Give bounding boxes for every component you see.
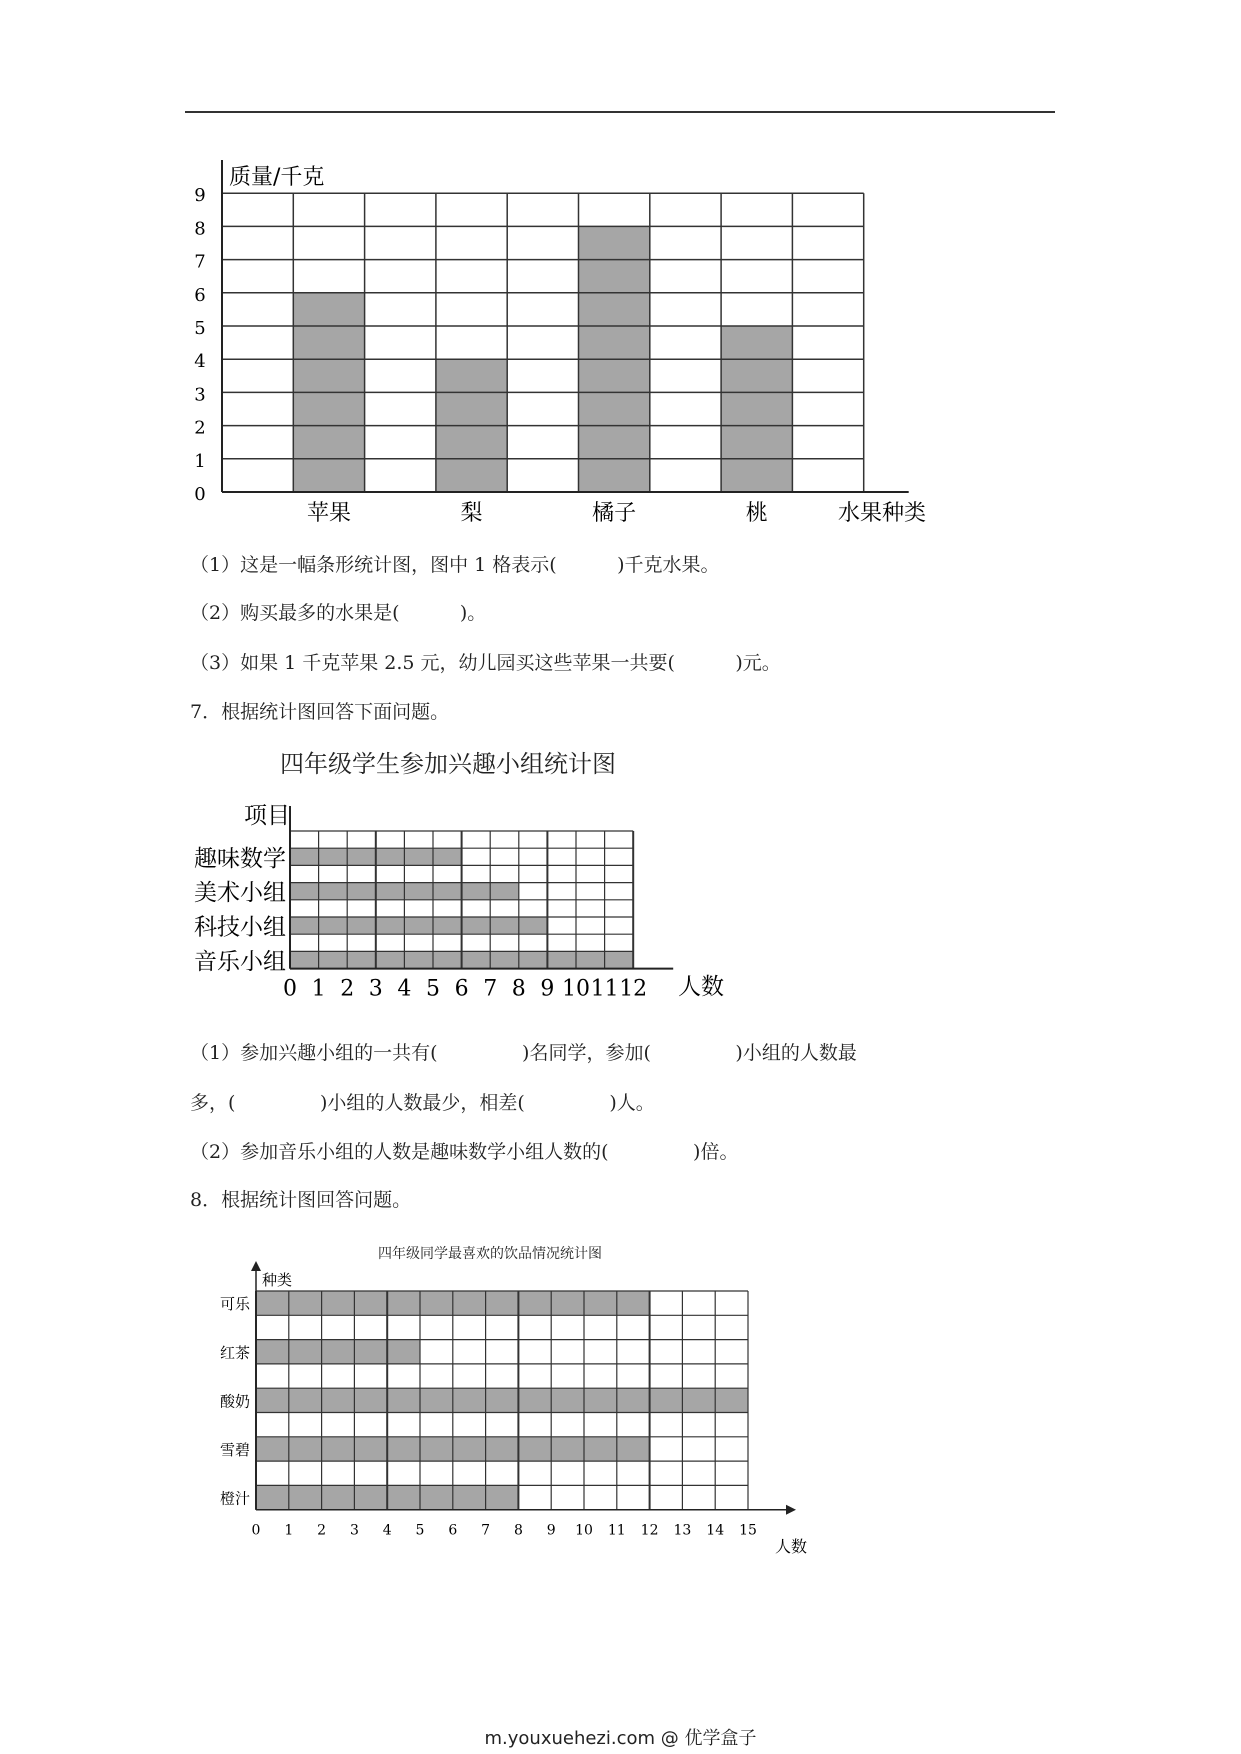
y-category-label: 可乐 — [219, 1295, 250, 1314]
x-category-label: 橘子 — [592, 501, 637, 526]
x-category-label: 梨 — [460, 501, 483, 526]
chart3-title: 四年级同学最喜欢的饮品情况统计图 — [378, 1246, 602, 1262]
question-6-1: （1）这是一幅条形统计图，图中 1 格表示( )千克水果。 — [190, 554, 720, 576]
y-tick-label: 6 — [194, 284, 206, 306]
y-category-label: 科技小组 — [194, 914, 286, 941]
x-tick-label: 13 — [673, 1522, 692, 1539]
x-tick-label: 0 — [283, 976, 297, 1002]
x-tick-label: 12 — [619, 976, 648, 1002]
y-tick-label: 2 — [194, 417, 206, 439]
x-tick-label: 5 — [415, 1522, 425, 1539]
x-tick-label: 11 — [590, 976, 619, 1002]
x-category-label: 苹果 — [306, 501, 351, 526]
y-axis-label: 项目 — [244, 803, 290, 829]
y-tick-label: 1 — [194, 450, 206, 472]
footer-source: m.youxuehezi.com @ 优学盒子 — [484, 1728, 757, 1749]
y-axis-label: 种类 — [262, 1271, 293, 1289]
question-6-3: （3）如果 1 千克苹果 2.5 元，幼儿园买这些苹果一共要( )元。 — [190, 652, 781, 674]
y-axis-arrow — [251, 1261, 261, 1271]
y-category-label: 美术小组 — [194, 880, 286, 907]
x-tick-label: 3 — [349, 1522, 359, 1539]
chart2-title: 四年级学生参加兴趣小组统计图 — [280, 750, 616, 778]
x-tick-label: 1 — [311, 976, 326, 1002]
question-7-1b: 多，( )小组的人数最少，相差( )人。 — [190, 1092, 655, 1114]
x-tick-label: 10 — [575, 1522, 593, 1539]
x-tick-label: 14 — [706, 1522, 725, 1539]
y-tick-label: 8 — [194, 218, 206, 240]
y-category-label: 音乐小组 — [194, 949, 286, 975]
x-tick-label: 6 — [454, 976, 469, 1002]
bar-酸奶 — [256, 1388, 748, 1412]
x-category-label: 桃 — [745, 501, 768, 526]
y-category-label: 雪碧 — [219, 1440, 250, 1459]
question-7-1a: （1）参加兴趣小组的一共有( )名同学，参加( )小组的人数最 — [190, 1042, 857, 1064]
question-6-2: （2）购买最多的水果是( )。 — [190, 602, 487, 624]
y-category-label: 酸奶 — [219, 1392, 250, 1411]
x-tick-label: 8 — [511, 976, 526, 1002]
x-tick-label: 10 — [562, 976, 590, 1002]
question-7-2: （2）参加音乐小组的人数是趣味数学小组人数的( )倍。 — [190, 1141, 739, 1163]
x-tick-label: 5 — [426, 976, 440, 1002]
x-tick-label: 4 — [382, 1522, 392, 1539]
y-axis-label: 质量/千克 — [229, 165, 325, 190]
x-tick-label: 15 — [739, 1522, 757, 1539]
x-tick-label: 6 — [448, 1522, 458, 1539]
x-axis-arrow — [786, 1505, 796, 1515]
x-tick-label: 4 — [397, 976, 412, 1002]
x-tick-label: 9 — [546, 1522, 556, 1539]
bar-红茶 — [256, 1340, 420, 1364]
x-tick-label: 2 — [317, 1522, 327, 1539]
y-tick-label: 9 — [194, 185, 206, 207]
y-tick-label: 7 — [194, 251, 206, 273]
x-tick-label: 3 — [368, 976, 383, 1002]
y-category-label: 橙汁 — [219, 1489, 250, 1508]
x-tick-label: 2 — [340, 976, 355, 1002]
x-tick-label: 1 — [284, 1522, 294, 1539]
x-axis-label: 人数 — [775, 1537, 808, 1556]
x-axis-label: 水果种类 — [838, 501, 927, 526]
y-category-label: 趣味数学 — [194, 845, 286, 872]
x-tick-label: 7 — [481, 1522, 491, 1539]
y-tick-label: 4 — [194, 351, 206, 373]
question-8-heading: 8．根据统计图回答问题。 — [190, 1189, 412, 1211]
x-tick-label: 9 — [540, 976, 555, 1002]
x-tick-label: 12 — [640, 1522, 659, 1539]
question-7-heading: 7．根据统计图回答下面问题。 — [190, 701, 450, 723]
x-tick-label: 11 — [607, 1522, 626, 1539]
x-tick-label: 7 — [483, 976, 498, 1002]
y-tick-label: 3 — [194, 384, 206, 406]
y-tick-label: 0 — [194, 484, 206, 505]
y-category-label: 红茶 — [219, 1343, 250, 1362]
x-tick-label: 8 — [513, 1522, 523, 1539]
x-axis-label: 人数 — [678, 974, 724, 1000]
y-tick-label: 5 — [194, 318, 206, 339]
x-tick-label: 0 — [251, 1522, 261, 1539]
